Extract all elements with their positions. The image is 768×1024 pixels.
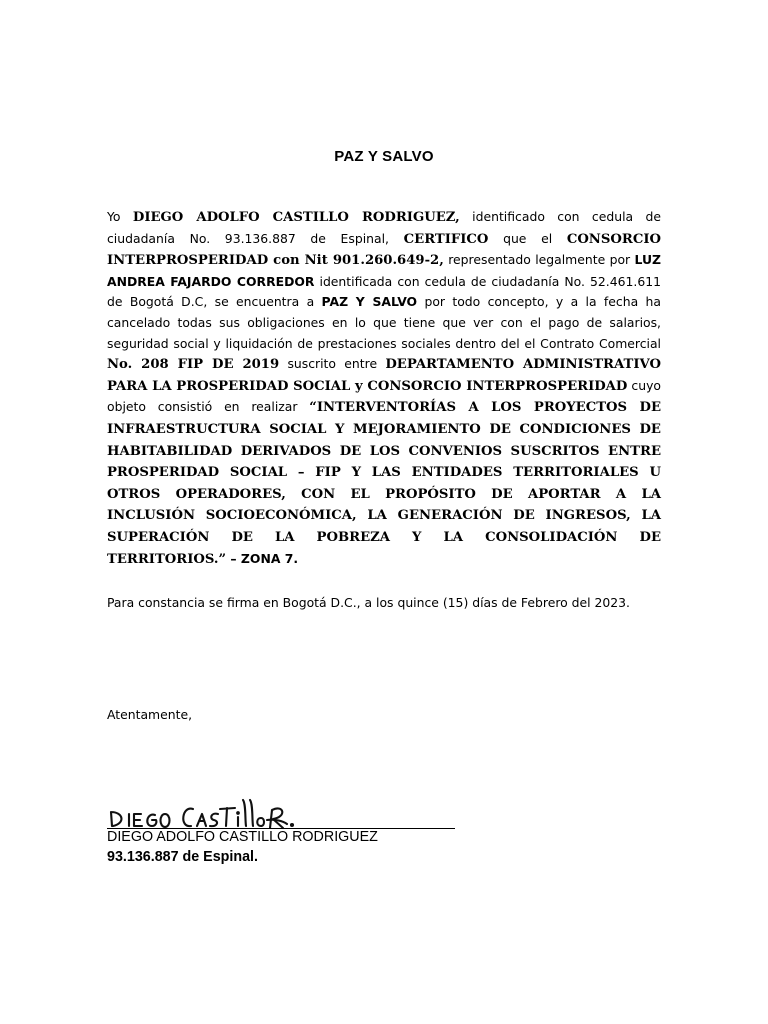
certifico-keyword: CERTIFICO <box>403 231 489 247</box>
paz-y-salvo-keyword: PAZ Y SALVO <box>321 294 418 310</box>
consortium-name-nit: CONSORCIO INTERPROSPERIDAD con Nit 901.260.649-2, <box>107 231 661 269</box>
closing-statement: Para constancia se firma en Bogotá D.C., a los quince (15) días de Febrero del 2023. <box>107 595 631 610</box>
body-text-segment: suscrito entre <box>279 356 386 372</box>
body-text-segment: representado legalmente por <box>443 252 635 268</box>
body-text-segment: por todo concepto, y a la fecha ha cancelado todas sus obligaciones en lo que tiene que ver con el pago de salarios, seguridad social y liquidación de prestaciones sociales dentro del el Contrato Comercial <box>107 294 661 351</box>
contract-object: “INTERVENTORÍAS A LOS PROYECTOS DE INFRAESTRUCTURA SOCIAL Y MEJORAMIENTO DE CONDICIONES DE HABITABILIDAD DERIVADOS DE LOS CONVENIOS SUSCRITOS ENTRE PROSPERIDAD SOCIAL – FIP Y LAS ENTIDADES TERRITORIALES U OTROS OPERADORES, CON EL PROPÓSITO DE APORTAR A LA INCLUSIÓN SOCIOECONÓMICA, LA GENERACIÓN DE INGRESOS, LA SUPERACIÓN DE LA POBREZA Y LA CONSOLIDACIÓN DE TERRITORIOS.” <box>107 400 662 567</box>
body-text-segment: Yo <box>107 209 133 224</box>
handwritten-signature <box>107 790 327 832</box>
certification-paragraph <box>107 207 661 570</box>
contracting-parties: DEPARTAMENTO ADMINISTRATIVO PARA LA PROSPERIDAD SOCIAL y CONSORCIO INTERPROSPERIDAD <box>107 357 661 394</box>
body-text-segment: cuyo objeto consistió en realizar <box>107 377 661 415</box>
signer-id: 93.136.887 de Espinal. <box>107 849 259 865</box>
body-text-segment: identificada con cedula de ciudadanía No. 52.461.611 de Bogotá D.C, se encuentra a <box>107 273 661 310</box>
document-title: PAZ Y SALVO <box>334 148 434 165</box>
signature-block <box>107 790 457 865</box>
body-text-segment: identificado con cedula de ciudadanía No. 93.136.887 de Espinal, <box>107 209 661 246</box>
salutation: Atentamente, <box>107 707 193 722</box>
declarant-name: DIEGO ADOLFO CASTILLO RODRIGUEZ, <box>132 210 460 225</box>
body-text-segment: que el <box>488 230 567 246</box>
zone-label: – ZONA 7. <box>226 550 299 566</box>
contract-number: No. 208 FIP DE 2019 <box>107 357 280 373</box>
signer-name: DIEGO ADOLFO CASTILLO RODRIGUEZ <box>107 829 378 845</box>
legal-representative-name: LUZ ANDREA FAJARDO CORREDOR <box>107 252 662 289</box>
